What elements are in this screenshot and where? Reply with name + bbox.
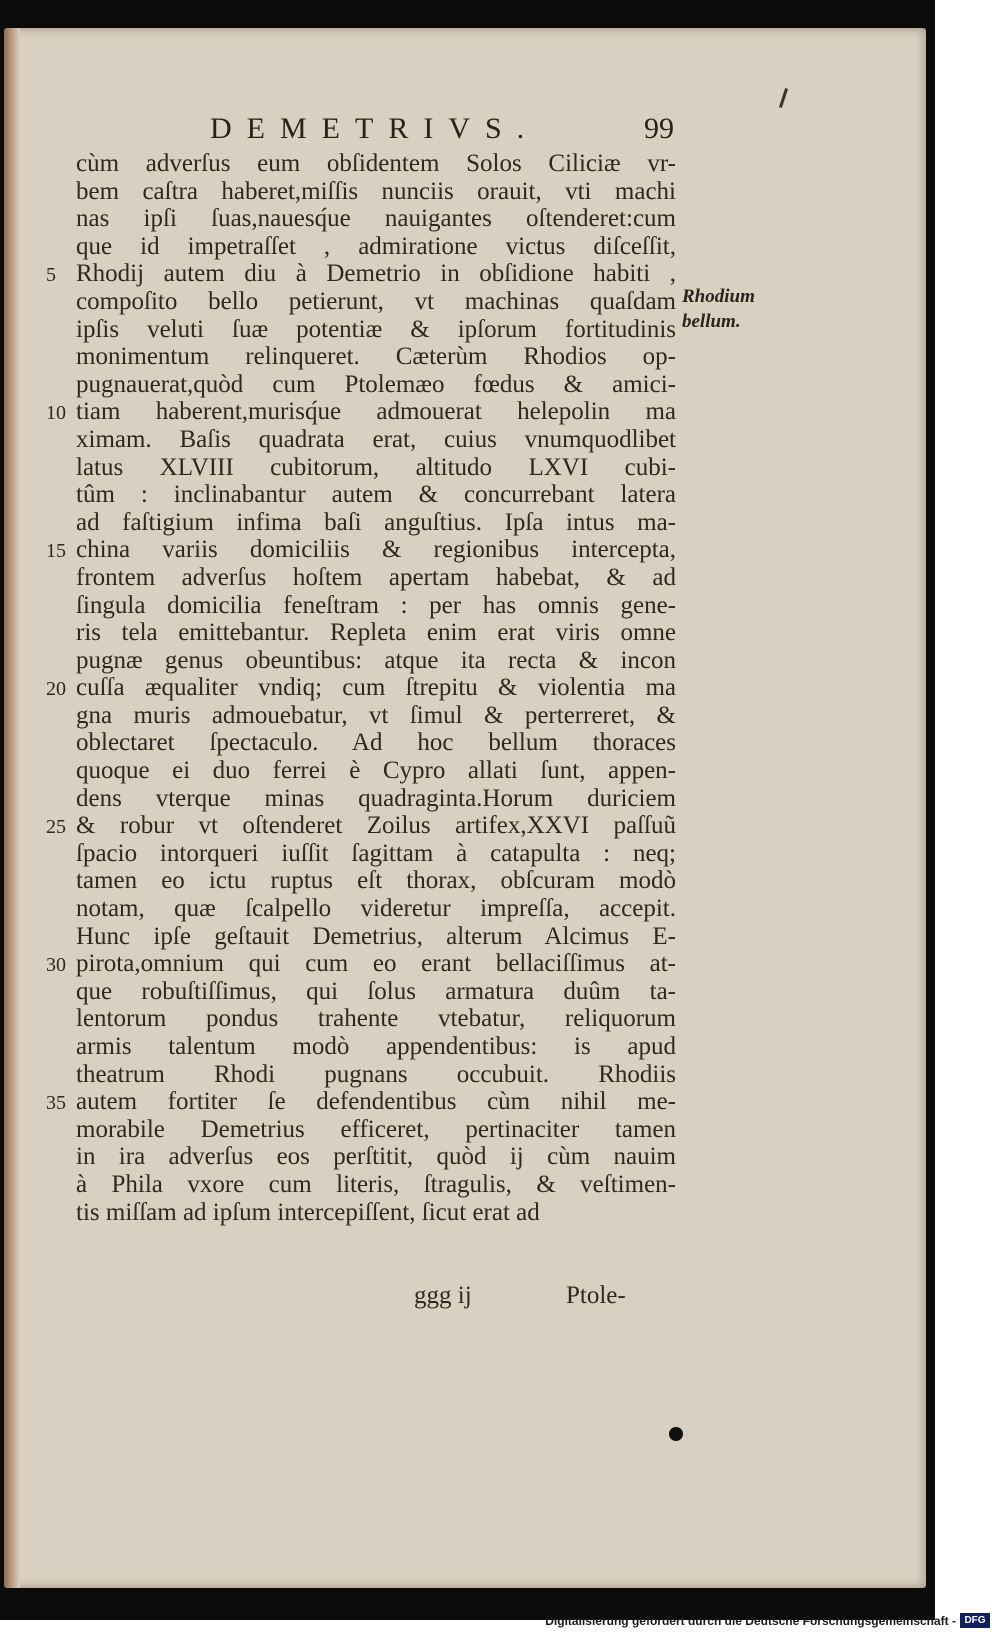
text-line: Hunc ipſe geſtauit Demetrius, alterum Alcimus E- [76,922,676,950]
text-line: pugnæ genus obeuntibus: atque ita recta & incon [76,646,676,674]
line-number: 35 [46,1092,66,1115]
signature-mark: ggg ij [414,1282,472,1309]
text-line: Rhodij autem diu à Demetrio in obſidione habiti , [76,260,676,288]
text-line: armis talentum modò appendentibus: is apud [76,1033,676,1060]
text-line: bem caſtra haberet,miſſis nunciis orauit, vti machi [76,177,676,205]
page-number: 99 [644,112,674,145]
text-line: autem fortiter ſe defendentibus cùm nihil me- [76,1088,676,1116]
body-text [76,150,676,1226]
text-line: ad faſtigium infima baſi anguſtius. Ipſa intus ma- [76,508,676,536]
text-line: morabile Demetrius efficeret, pertinaciter tamen [76,1115,676,1143]
text-line: ximam. Baſis quadrata erat, cuius vnumquodlibet [76,425,676,453]
text-line: frontem adverſus hoſtem apertam habebat, & ad [76,563,676,591]
text-line: quoque ei duo ferrei è Cypro allati ſunt, appen- [76,757,676,785]
line-number: 10 [46,402,66,425]
line-number: 15 [46,540,66,563]
text-line: pugnauerat,quòd cum Ptolemæo fœdus & amici- [76,370,676,398]
text-line: compoſito bello petierunt, vt machinas quaſdam [76,287,676,315]
text-line: monimentum relinqueret. Cæterùm Rhodios op- [76,343,676,371]
text-line: tûm : inclinabantur autem & concurrebant latera [76,481,676,509]
text-line: tiam haberent,murisq́ue admouerat helepolin ma [76,398,676,426]
marginal-note-line-1: Rhodium [682,286,755,307]
text-line: tis miſſam ad ipſum intercepiſſent, ſicut erat ad [76,1198,540,1226]
dfg-logo: DFG [960,1613,990,1628]
text-line: & robur vt oſtenderet Zoilus artifex,XXVI paſſuũ [76,812,676,840]
text-line: dens vterque minas quadraginta.Horum duriciem [76,784,676,812]
text-line: ris tela emittebantur. Repleta enim erat viris omne [76,619,676,647]
page-spine-shadow [4,28,20,1588]
text-line: ſpacio intorqueri iuſſit ſagittam à catapulta : neq; [76,839,676,867]
text-line: cuſſa æqualiter vndiq; cum ſtrepitu & violentia ma [76,674,676,702]
text-line: nas ipſi ſuas,nauesq́ue nauigantes oſtenderet:cum [76,205,676,233]
text-line: lentorum pondus trahente vtebatur, reliquorum [76,1005,676,1033]
line-number: 30 [46,954,66,977]
running-title: DEMETRIVS. [210,112,540,145]
text-line: notam, quæ ſcalpello videretur impreſſa, accepit. [76,895,676,923]
marginal-note-line-2: bellum. [682,311,741,332]
catchword: Ptole- [566,1282,626,1309]
text-line: oblectaret ſpectaculo. Ad hoc bellum thoraces [76,729,676,757]
text-line: theatrum Rhodi pugnans occubuit. Rhodiis [76,1060,676,1088]
text-line: cùm adverſus eum obſidentem Solos Ciliciæ vr- [76,150,676,177]
text-line: latus XLVIII cubitorum, altitudo LXVI cubi- [76,453,676,481]
footer-credit: Digitalisierung gefördert durch die Deutsche Forschungsgemeinschaft - [545,1614,956,1628]
text-line: pirota,omnium qui cum eo erant bellaciſſimus at- [76,950,676,978]
text-line: china variis domiciliis & regionibus intercepta, [76,536,676,564]
text-line: gna muris admouebatur, vt ſimul & perterreret, & [76,701,676,729]
line-number: 5 [46,264,56,287]
line-number: 25 [46,816,66,839]
text-line: que robuſtiſſimus, qui ſolus armatura duûm ta- [76,977,676,1005]
text-line: à Phila vxore cum literis, ſtragulis, & veſtimen- [76,1170,676,1198]
text-line: tamen eo ictu ruptus eſt thorax, obſcuram modò [76,867,676,895]
text-line: in ira adverſus eos perſtitit, quòd ij cùm nauim [76,1143,676,1171]
ink-blot [669,1427,683,1441]
text-line: ipſis veluti ſuæ potentiæ & ipſorum fortitudinis [76,315,676,343]
text-line: ſingula domicilia feneſtram : per has omnis gene- [76,591,676,619]
text-line: que id impetraſſet , admiratione victus diſceſſit, [76,232,676,260]
line-number: 20 [46,678,66,701]
